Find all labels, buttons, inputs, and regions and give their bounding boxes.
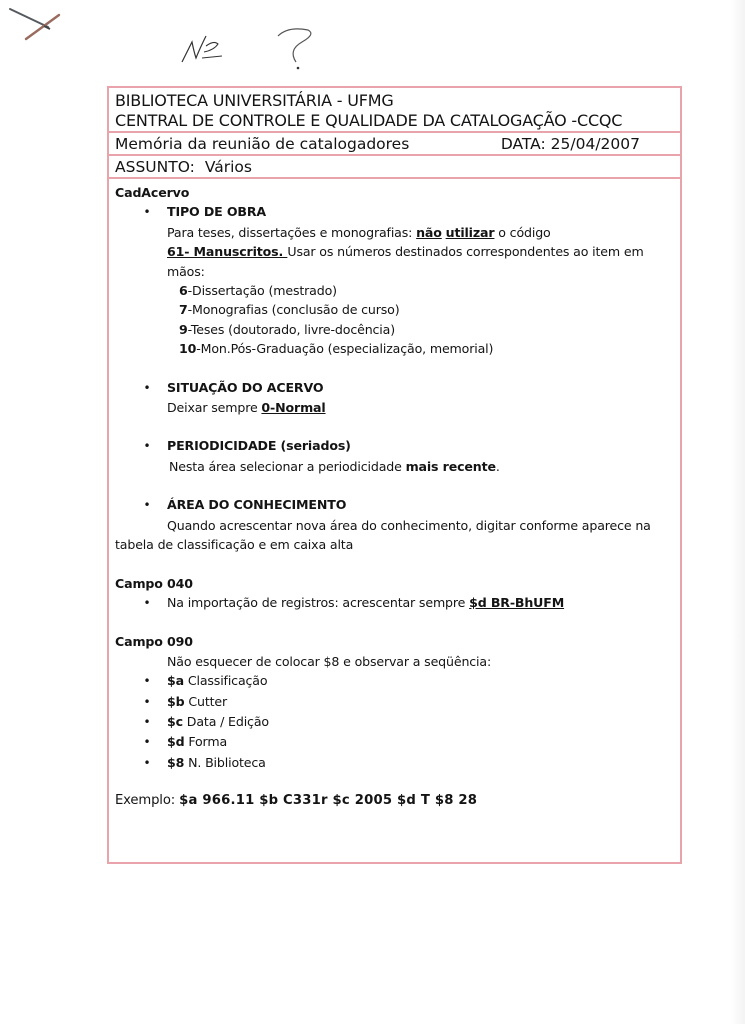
area-text-1: Quando acrescentar nova área do conhecimento, digitar conforme aparece na: [167, 517, 651, 533]
bullet-icon: •: [143, 439, 151, 454]
subfield-code: $b: [167, 693, 185, 709]
subfield-item: [115, 732, 674, 752]
option-label: -Dissertação (mestrado): [187, 283, 337, 299]
situacao-value: 0-Normal: [261, 400, 326, 416]
section-cadacervo-title: CadAcervo: [115, 185, 190, 200]
option-label: -Monografias (conclusão de curso): [187, 302, 400, 318]
subfield-label: N. Biblioteca: [184, 754, 266, 770]
bullet-icon: •: [143, 674, 151, 689]
emphasis-nao: não: [416, 224, 442, 240]
bullet-icon: •: [143, 205, 151, 220]
example-value: $a 966.11 $b C331r $c 2005 $d T $8 28: [179, 793, 478, 809]
option-number: 9: [179, 321, 188, 337]
meeting-memo-form: [107, 86, 682, 864]
periodicidade-text-label: Nesta área selecionar a periodicidade: [169, 458, 406, 474]
page-edge-shadow: [731, 0, 745, 1024]
tipo-obra-text-c: Usar os números destinados correspondentes ao item em: [287, 244, 644, 260]
subfield-code: $d: [167, 734, 185, 750]
subject-label: ASSUNTO:: [115, 157, 195, 176]
form-header-title: [109, 88, 680, 133]
campo040-item: [115, 593, 674, 613]
campo040-text: Na importação de registros: acrescentar sempre: [167, 594, 470, 610]
periodicidade-end: .: [495, 458, 500, 474]
campo090-title: Campo 090: [115, 634, 193, 650]
handwritten-note: [178, 22, 328, 74]
subfield-item: [115, 753, 674, 773]
code-manuscritos: 61- Manuscritos.: [167, 244, 288, 260]
subfield-code: $8: [167, 754, 185, 770]
emphasis-utilizar: utilizar: [445, 224, 495, 240]
subfield-item: [115, 692, 674, 712]
subfield-label: Cutter: [184, 693, 228, 709]
subfield-list: [115, 671, 674, 773]
option-item: [179, 281, 674, 300]
tipo-obra-text-a: Para teses, dissertações e monografias:: [167, 224, 417, 240]
area-text-2: tabela de classificação e em caixa alta: [115, 537, 354, 553]
subject-row: [109, 156, 680, 179]
memo-date: DATA: 25/04/2007: [500, 134, 640, 153]
option-item: [179, 300, 674, 319]
periodicidade-heading: PERIODICIDADE (seriados): [167, 438, 351, 454]
memo-row: [109, 133, 680, 156]
area-heading: ÁREA DO CONHECIMENTO: [167, 497, 347, 513]
option-number: 10: [179, 341, 197, 357]
bullet-icon: •: [143, 694, 151, 709]
area-item: [115, 495, 674, 515]
example-line: [115, 791, 674, 810]
example-label: Exemplo:: [115, 793, 180, 809]
subfield-item: [115, 712, 674, 732]
subfield-label: Forma: [184, 734, 228, 750]
periodicidade-value: mais recente: [405, 458, 496, 474]
situacao-item: [115, 378, 674, 398]
campo090-intro: Não esquecer de colocar $8 e observar a seqüência:: [167, 653, 492, 669]
option-number: 6: [179, 283, 188, 299]
bullet-icon: •: [143, 735, 151, 750]
campo040-value: $d BR-BhUFM: [469, 594, 565, 610]
tipo-obra-text-3: mãos:: [167, 263, 205, 279]
option-item: [179, 320, 674, 339]
tipo-obra-heading: TIPO DE OBRA: [167, 204, 266, 220]
memo-title: Memória da reunião de catalogadores: [115, 134, 410, 153]
memo-content: [109, 179, 680, 811]
periodicidade-text: [115, 457, 674, 476]
subfield-label: Data / Edição: [182, 713, 269, 729]
subfield-label: Classificação: [183, 673, 268, 689]
option-label: -Mon.Pós-Graduação (especialização, memorial): [196, 341, 494, 357]
option-label: -Teses (doutorado, livre-docência): [187, 321, 395, 337]
bullet-icon: •: [143, 755, 151, 770]
tipo-obra-text-2: [115, 242, 674, 261]
campo040-title: Campo 040: [115, 575, 193, 591]
tipo-obra-text-b: o código: [494, 224, 551, 240]
option-item: [179, 339, 674, 358]
situacao-text-label: Deixar sempre: [167, 400, 262, 416]
subfield-code: $c: [167, 713, 183, 729]
tipo-obra-text: [115, 223, 674, 242]
bullet-icon: •: [143, 595, 151, 610]
staple-mark-icon: [4, 4, 62, 44]
situacao-heading: SITUAÇÃO DO ACERVO: [167, 379, 324, 395]
periodicidade-item: [115, 436, 674, 456]
subfield-code: $a: [167, 673, 184, 689]
option-number: 7: [179, 302, 188, 318]
bullet-icon: •: [143, 498, 151, 513]
department-name: CENTRAL DE CONTROLE E QUALIDADE DA CATALOGAÇÃO -CCQC: [115, 110, 623, 130]
library-name: BIBLIOTECA UNIVERSITÁRIA - UFMG: [115, 91, 394, 110]
subject-value: Vários: [204, 157, 252, 176]
tipo-obra-options: [115, 281, 674, 359]
situacao-text: [115, 398, 674, 417]
bullet-icon: •: [143, 714, 151, 729]
tipo-obra-item: [115, 202, 674, 222]
bullet-icon: •: [143, 380, 151, 395]
subfield-item: [115, 671, 674, 691]
